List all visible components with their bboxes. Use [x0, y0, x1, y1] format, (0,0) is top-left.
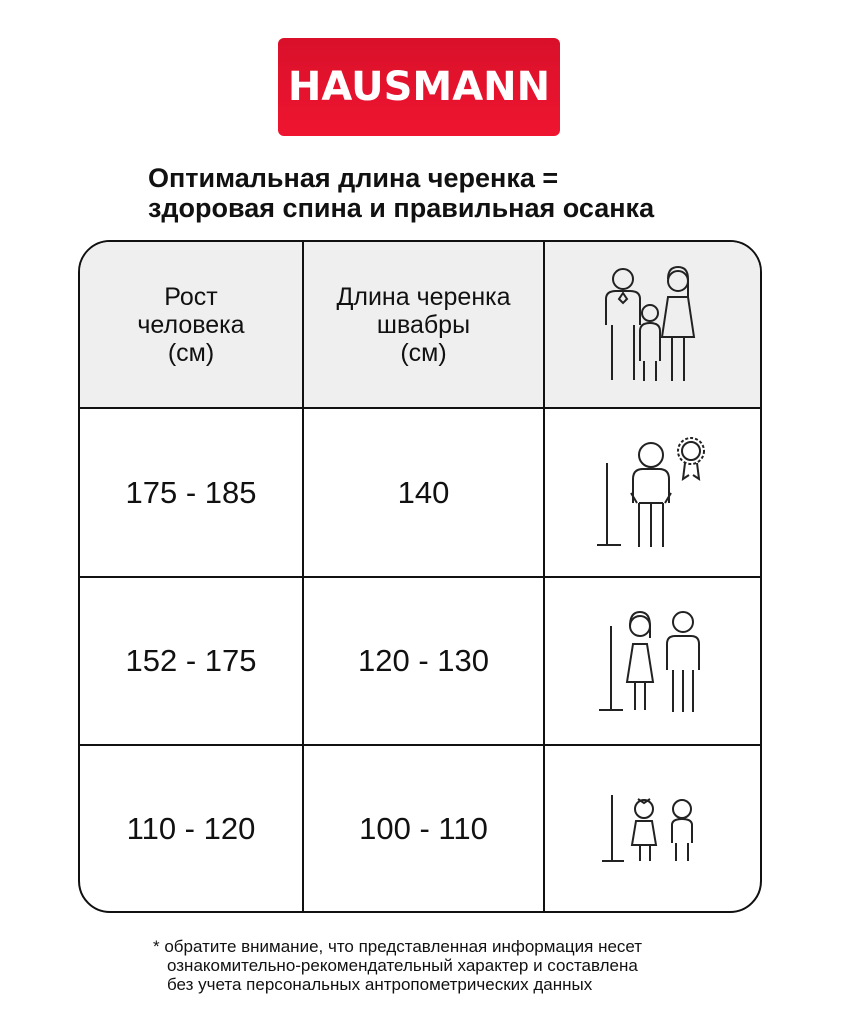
header-text: Длина черенка: [336, 282, 511, 311]
header-text: (см): [400, 338, 447, 367]
title-line: здоровая спина и правильная осанка: [148, 193, 655, 223]
hausmann-logo: [278, 38, 560, 136]
table-row-1-icon-cell: [545, 409, 760, 578]
header-length: [304, 242, 545, 409]
table-row-2-height: 152 - 175: [80, 578, 304, 746]
mop-length-table: [78, 240, 762, 913]
table-row-2-icon-cell: [545, 578, 760, 746]
header-icon-cell: [545, 242, 760, 409]
title-line: Оптимальная длина черенка =: [148, 163, 559, 193]
table-row-2-length: 120 - 130: [304, 578, 545, 746]
table-row-1-height: 175 - 185: [80, 409, 304, 578]
header-text: (см): [167, 338, 215, 367]
children-with-mop-icon: [598, 789, 708, 869]
header-text: швабры: [376, 310, 471, 339]
family-icon: [598, 265, 708, 385]
table-row-3-height: 110 - 120: [80, 746, 304, 911]
man-with-mop-award-icon: [593, 433, 713, 553]
footnote-line: ознакомительно-рекомендательный характер и составлена: [167, 956, 638, 975]
logo-text: HAUSMANN: [287, 64, 551, 110]
page-title: [148, 163, 654, 223]
footnote-line: * обратите внимание, что представленная информация несет: [153, 937, 643, 956]
header-text: Рост: [164, 282, 218, 311]
table-row-3-icon-cell: [545, 746, 760, 911]
footnote-line: без учета персональных антропометрических данных: [167, 975, 593, 994]
footnote: [153, 937, 642, 994]
table-row-1-length: 140: [304, 409, 545, 578]
header-height: [80, 242, 304, 409]
table-row-3-length: 100 - 110: [304, 746, 545, 911]
header-text: человека: [137, 310, 245, 339]
woman-man-with-mop-icon: [593, 606, 713, 716]
